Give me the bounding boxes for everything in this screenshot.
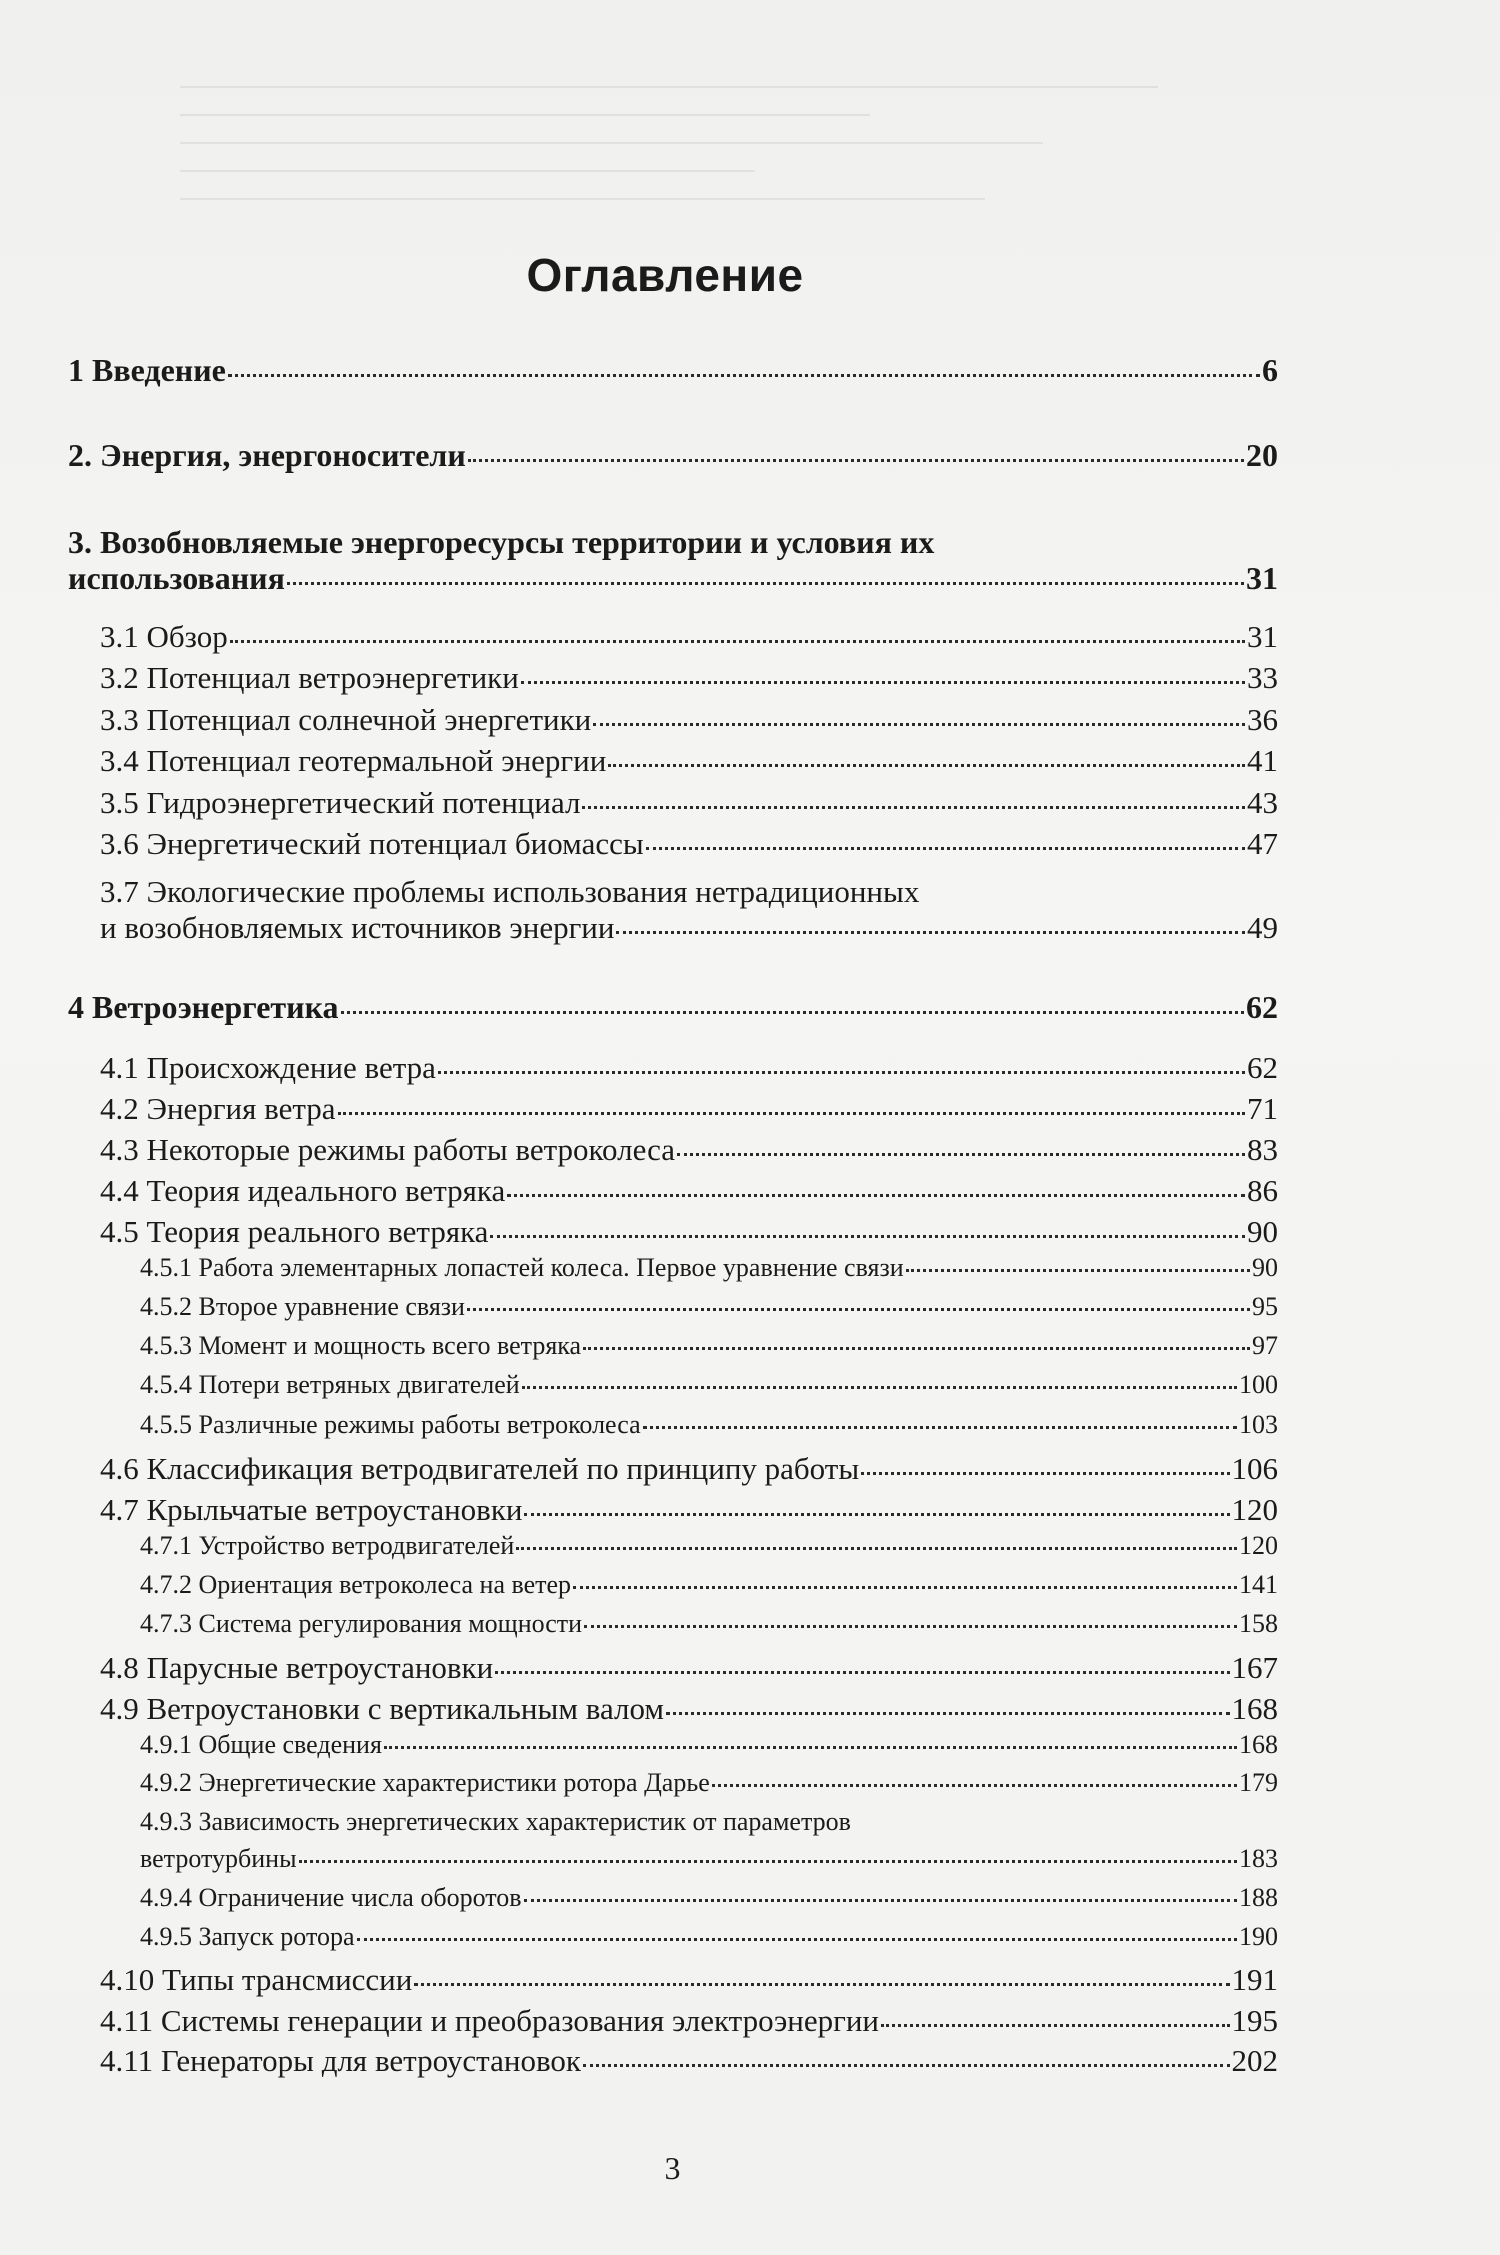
toc-entry-page: 62 bbox=[1247, 1050, 1278, 1085]
dot-leader bbox=[228, 374, 1260, 377]
dot-leader bbox=[287, 582, 1244, 585]
toc-entry-page: 90 bbox=[1252, 1253, 1278, 1282]
toc-entry[interactable] bbox=[100, 2003, 1278, 2039]
toc-entry-title: 4.7.2 Ориентация ветроколеса на ветер bbox=[140, 1570, 572, 1599]
dot-leader bbox=[524, 1513, 1229, 1516]
toc-entry-page: 41 bbox=[1247, 743, 1278, 778]
dot-leader bbox=[583, 2064, 1230, 2067]
dot-leader bbox=[584, 1625, 1237, 1628]
toc-entry-title: 4.5.3 Момент и мощность всего ветряка bbox=[140, 1331, 582, 1360]
dot-leader bbox=[495, 1671, 1229, 1674]
toc-entry-page: 43 bbox=[1247, 785, 1278, 820]
toc-entry-page: 120 bbox=[1231, 1492, 1278, 1527]
dot-leader bbox=[467, 1308, 1250, 1311]
toc-entry-title: 3.6 Энергетический потенциал биомассы bbox=[100, 826, 644, 861]
toc-entry-title: использования bbox=[68, 560, 285, 596]
dot-leader bbox=[516, 1547, 1237, 1550]
toc-entry[interactable] bbox=[100, 1214, 1278, 1250]
dot-leader bbox=[906, 1269, 1250, 1272]
dot-leader bbox=[507, 1194, 1245, 1197]
toc-entry-title: 4.5.2 Второе уравнение связи bbox=[140, 1292, 465, 1321]
toc-entry[interactable] bbox=[140, 1370, 1278, 1400]
dot-leader bbox=[490, 1235, 1245, 1238]
dot-leader bbox=[384, 1746, 1237, 1749]
dot-leader bbox=[881, 2024, 1229, 2027]
toc-entry-title: 2. Энергия, энергоносители bbox=[68, 437, 466, 473]
toc-entry-title: 4.7.1 Устройство ветродвигателей bbox=[140, 1531, 515, 1560]
toc-entry-page: 86 bbox=[1247, 1173, 1278, 1208]
toc-entry-title: 4.5 Теория реального ветряка bbox=[100, 1214, 489, 1249]
toc-entry[interactable] bbox=[100, 2043, 1278, 2079]
toc-entry-page: 167 bbox=[1231, 1650, 1278, 1685]
toc-entry-page: 188 bbox=[1239, 1883, 1278, 1912]
toc-entry[interactable] bbox=[100, 619, 1278, 655]
toc-entry-page: 195 bbox=[1231, 2003, 1278, 2038]
toc-entry-title: 1 Введение bbox=[68, 352, 226, 388]
toc-entry-page: 31 bbox=[1247, 619, 1278, 654]
toc-entry-title: 4.5.4 Потери ветряных двигателей bbox=[140, 1370, 520, 1399]
toc-entry[interactable] bbox=[140, 1410, 1278, 1440]
toc-entry[interactable] bbox=[100, 1451, 1278, 1487]
toc-entry-page: 20 bbox=[1246, 437, 1278, 473]
toc-entry[interactable] bbox=[140, 1570, 1278, 1600]
dot-leader bbox=[230, 640, 1245, 643]
dot-leader bbox=[438, 1071, 1245, 1074]
toc-entry-page: 49 bbox=[1247, 910, 1278, 945]
dot-leader bbox=[573, 1586, 1237, 1589]
toc-entry-title: 4.9.2 Энергетические характеристики ротора Дарье bbox=[140, 1768, 710, 1797]
toc-entry-page: 141 bbox=[1239, 1570, 1278, 1599]
toc-entry-title: и возобновляемых источников энергии bbox=[100, 910, 615, 945]
toc-entry-title: 4.3 Некоторые режимы работы ветроколеса bbox=[100, 1132, 676, 1167]
toc-entry-title: 4.5.1 Работа элементарных лопастей колеса. Первое уравнение связи bbox=[140, 1253, 904, 1282]
toc-entry-page: 31 bbox=[1246, 560, 1278, 596]
toc-entry-page: 33 bbox=[1247, 660, 1278, 695]
toc-entry-page: 100 bbox=[1239, 1370, 1278, 1399]
toc-entry-title: 4.9.1 Общие сведения bbox=[140, 1730, 382, 1759]
toc-entry-title: 4.11 Системы генерации и преобразования электроэнергии bbox=[100, 2003, 880, 2038]
toc-entry-title: 3.4 Потенциал геотермальной энергии bbox=[100, 743, 607, 778]
toc-entry[interactable] bbox=[100, 1492, 1278, 1528]
dot-leader bbox=[338, 1112, 1245, 1115]
toc-entry-page: 168 bbox=[1239, 1730, 1278, 1759]
toc-entry[interactable] bbox=[140, 1883, 1278, 1913]
toc-entry-title: 4.11 Генераторы для ветроустановок bbox=[100, 2043, 581, 2078]
dot-leader bbox=[646, 847, 1245, 850]
toc-entry-page: 190 bbox=[1239, 1922, 1278, 1951]
toc-entry-page: 62 bbox=[1246, 989, 1278, 1025]
toc-entry[interactable] bbox=[100, 785, 1278, 821]
toc-entry-title: 3.5 Гидроэнергетический потенциал bbox=[100, 785, 581, 820]
dot-leader bbox=[521, 681, 1245, 684]
toc-entry-title: 3.3 Потенциал солнечной энергетики bbox=[100, 702, 592, 737]
toc-entry-page: 71 bbox=[1247, 1091, 1278, 1126]
toc-entry-page: 158 bbox=[1239, 1609, 1278, 1638]
toc-entry-title: ветротурбины bbox=[140, 1844, 297, 1873]
toc-entry[interactable] bbox=[100, 1173, 1278, 1209]
dot-leader bbox=[643, 1426, 1237, 1429]
toc-entry[interactable] bbox=[100, 1650, 1278, 1686]
toc-entry-page: 103 bbox=[1239, 1410, 1278, 1439]
toc-entry[interactable] bbox=[140, 1844, 1278, 1874]
dot-leader bbox=[593, 723, 1245, 726]
toc-entry-page: 120 bbox=[1239, 1531, 1278, 1560]
toc-entry[interactable] bbox=[100, 826, 1278, 862]
toc-entry[interactable] bbox=[100, 1132, 1278, 1168]
toc-entry-page: 95 bbox=[1252, 1292, 1278, 1321]
toc-entry[interactable] bbox=[140, 1730, 1278, 1760]
toc-entry[interactable] bbox=[68, 437, 1278, 474]
dot-leader bbox=[357, 1938, 1237, 1941]
dot-leader bbox=[524, 1899, 1237, 1902]
dot-leader bbox=[712, 1784, 1237, 1787]
toc-entry-title: 4.4 Теория идеального ветряка bbox=[100, 1173, 506, 1208]
toc-entry-title: 4 Ветроэнергетика bbox=[68, 989, 339, 1025]
toc-entry[interactable] bbox=[140, 1922, 1278, 1952]
toc-entry-page: 47 bbox=[1247, 826, 1278, 861]
toc-entry-title: 4.6 Классификация ветродвигателей по принципу работы bbox=[100, 1451, 860, 1486]
toc-entry[interactable] bbox=[140, 1331, 1278, 1361]
dot-leader bbox=[414, 1983, 1229, 1986]
dot-leader bbox=[468, 459, 1244, 462]
toc-entry[interactable] bbox=[140, 1768, 1278, 1798]
toc-entry[interactable] bbox=[140, 1531, 1278, 1561]
dot-leader bbox=[616, 931, 1245, 934]
toc-entry[interactable] bbox=[140, 1609, 1278, 1639]
dot-leader bbox=[299, 1860, 1237, 1863]
dot-leader bbox=[582, 806, 1245, 809]
page-number: 3 bbox=[664, 2150, 681, 2186]
toc-entry-title: 3.2 Потенциал ветроэнергетики bbox=[100, 660, 519, 695]
dot-leader bbox=[522, 1386, 1237, 1389]
toc-entry-page: 168 bbox=[1231, 1691, 1278, 1726]
dot-leader bbox=[583, 1347, 1250, 1350]
toc-entry-title: 4.2 Энергия ветра bbox=[100, 1091, 336, 1126]
toc-entry-title-line1: 3.7 Экологические проблемы использования нетрадиционных bbox=[100, 874, 920, 909]
dot-leader bbox=[341, 1011, 1244, 1014]
dot-leader bbox=[608, 764, 1245, 767]
toc-entry-page: 179 bbox=[1239, 1768, 1278, 1797]
toc-entry-title: 4.7.3 Система регулирования мощности bbox=[140, 1609, 583, 1638]
toc-entry-page: 202 bbox=[1231, 2043, 1278, 2078]
dot-leader bbox=[666, 1712, 1230, 1715]
toc-entry-page: 83 bbox=[1247, 1132, 1278, 1167]
toc-entry[interactable] bbox=[100, 743, 1278, 779]
toc-entry-page: 183 bbox=[1239, 1844, 1278, 1873]
dot-leader bbox=[677, 1153, 1245, 1156]
toc-entry-title: 4.9.4 Ограничение числа оборотов bbox=[140, 1883, 522, 1912]
toc-entry-title: 4.10 Типы трансмиссии bbox=[100, 1962, 413, 1997]
toc-entry[interactable] bbox=[100, 1962, 1278, 1998]
toc-entry[interactable] bbox=[100, 910, 1278, 946]
toc-entry-title: 3.1 Обзор bbox=[100, 619, 228, 654]
toc-entry-title: 4.7 Крыльчатые ветроустановки bbox=[100, 1492, 523, 1527]
toc-entry-page: 36 bbox=[1247, 702, 1278, 737]
toc-entry[interactable] bbox=[100, 1091, 1278, 1127]
toc-entry[interactable] bbox=[68, 989, 1278, 1026]
page-title: Оглавление bbox=[526, 249, 804, 301]
toc-entry[interactable] bbox=[100, 660, 1278, 696]
toc-entry-page: 90 bbox=[1247, 1214, 1278, 1249]
toc-entry[interactable] bbox=[68, 560, 1278, 597]
toc-entry-title-line1: 4.9.3 Зависимость энергетических характеристик от параметров bbox=[140, 1807, 851, 1836]
toc-entry-page: 97 bbox=[1252, 1331, 1278, 1360]
toc-entry[interactable] bbox=[100, 702, 1278, 738]
toc-entry-title: 4.9.5 Запуск ротора bbox=[140, 1922, 355, 1951]
toc-entry-page: 191 bbox=[1231, 1962, 1278, 1997]
toc-entry[interactable] bbox=[140, 1253, 1278, 1283]
toc-entry-title: 4.1 Происхождение ветра bbox=[100, 1050, 436, 1085]
toc-entry[interactable] bbox=[100, 1050, 1278, 1086]
toc-entry-page: 106 bbox=[1231, 1451, 1278, 1486]
toc-entry[interactable] bbox=[140, 1292, 1278, 1322]
toc-entry-title: 4.9 Ветроустановки с вертикальным валом bbox=[100, 1691, 664, 1726]
toc-entry-title: 4.5.5 Различные режимы работы ветроколеса bbox=[140, 1410, 641, 1439]
toc-entry-page: 6 bbox=[1262, 352, 1278, 388]
toc-entry[interactable] bbox=[68, 352, 1278, 389]
toc-entry[interactable] bbox=[100, 1691, 1278, 1727]
toc-entry-title-line1: 3. Возобновляемые энергоресурсы территории и условия их bbox=[68, 524, 935, 560]
toc-entry-title: 4.8 Парусные ветроустановки bbox=[100, 1650, 494, 1685]
dot-leader bbox=[861, 1472, 1229, 1475]
